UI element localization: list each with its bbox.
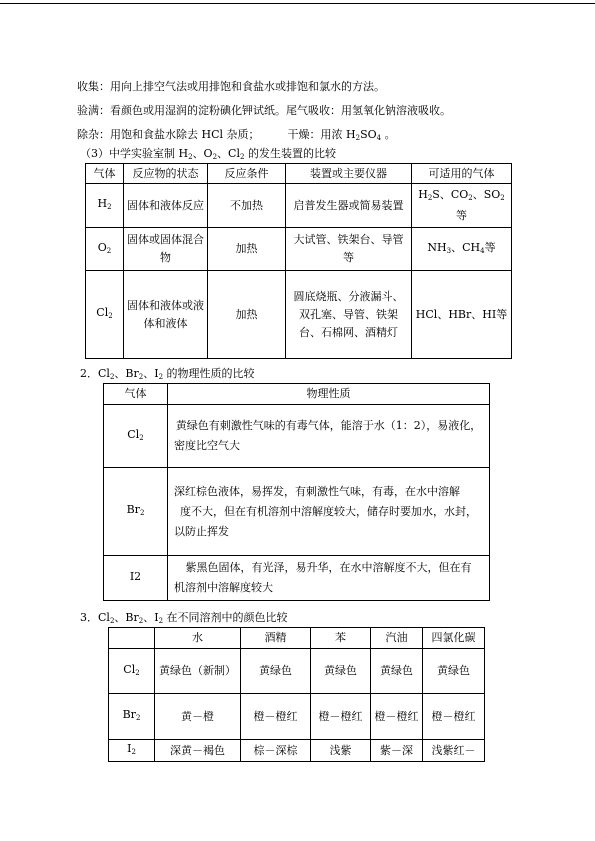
t1-header-gas: 气体: [86, 164, 124, 184]
t3-header-gasoline: 汽油: [371, 628, 423, 649]
t3-cell: 深黄－褐色: [155, 740, 241, 762]
t1-applicable: $NH_3$、$CH_4$等: [412, 228, 512, 271]
t1-header-apparatus: 装置或主要仪器: [286, 164, 412, 184]
t3-cell: 黄绿色: [241, 649, 311, 694]
section-3-heading: （3）中学实验室制 $H_2$、$O_2$、$Cl_2$ 的发生装置的比较: [80, 147, 336, 161]
t1-gas-o2: $O_2$: [86, 228, 124, 271]
t3-cell: 黄绿色: [371, 649, 423, 694]
t1-applicable: HCl、HBr、HI等: [412, 271, 512, 359]
t1-apparatus: 圆底烧瓶、分液漏斗、双孔塞、导管、铁架台、石棉网、酒精灯: [286, 271, 412, 359]
t1-header-applicable: 可适用的气体: [412, 164, 512, 184]
table-row: [109, 740, 485, 762]
t1-gas-cl2: $Cl_2$: [86, 271, 124, 359]
t3-cell: 橙－橙红: [423, 694, 485, 740]
t3-header-ccl4: 四氯化碳: [423, 628, 485, 649]
t1-header-state: 反应物的状态: [124, 164, 208, 184]
t3-cell: 黄绿色: [311, 649, 371, 694]
t1-condition: 加热: [208, 271, 286, 359]
t3-gas-i2: $I_2$: [109, 740, 155, 762]
t1-state: 固体和液体或液体和液体: [124, 271, 208, 359]
t2-property: 深红棕色液体，易挥发，有刺激性气味，有毒，在水中溶解 度不大，但在有机溶剂中溶解度较大，储存时要加水，水封， 以防止挥发: [168, 468, 490, 556]
t2-header-gas: 气体: [104, 384, 168, 405]
table-row: [86, 271, 512, 359]
collect-text: 收集：用向上排空气法或用排饱和食盐水或排饱和氯水的方法。: [77, 80, 385, 93]
t3-cell: 紫－深: [371, 740, 423, 762]
t1-applicable: $H_2S$、$CO_2$、$SO_2$ 等: [412, 184, 512, 228]
table-row: [104, 468, 490, 556]
t1-state: 固体或固体混合物: [124, 228, 208, 271]
t2-gas-cl2: $Cl_2$: [104, 405, 168, 468]
t1-apparatus: 启普发生器或简易装置: [286, 184, 412, 228]
t3-cell: 橙－橙红: [241, 694, 311, 740]
t3-cell: 棕－深棕: [241, 740, 311, 762]
table-row: [104, 405, 490, 468]
t1-condition: 不加热: [208, 184, 286, 228]
t2-header-property: 物理性质: [168, 384, 490, 405]
t3-cell: 浅紫红－: [423, 740, 485, 762]
t1-header-condition: 反应条件: [208, 164, 286, 184]
t3-gas-br2: $Br_2$: [109, 694, 155, 740]
generator-comparison-table: [85, 163, 512, 359]
t3-cell: 橙－橙红: [311, 694, 371, 740]
t3-cell: 黄绿色: [423, 649, 485, 694]
t2-gas-i2: I2: [104, 556, 168, 601]
table-row: [109, 649, 485, 694]
t3-header-alcohol: 酒精: [241, 628, 311, 649]
t2-property: 紫黑色固体，有光泽，易升华，在水中溶解度不大，但在有 机溶剂中溶解度较大: [168, 556, 490, 601]
t3-cell: 浅紫: [311, 740, 371, 762]
t3-header-water: 水: [155, 628, 241, 649]
section-2-heading: 2．$Cl_2$、$Br_2$、$I_2$ 的物理性质的比较: [80, 367, 255, 381]
table-row: [109, 694, 485, 740]
physical-properties-table: [103, 383, 490, 601]
table-row: [104, 556, 490, 601]
check-full-text: 验满：看颜色或用湿润的淀粉碘化钾试纸。尾气吸收：用氢氧化钠溶液吸收。: [77, 104, 451, 117]
t3-header-blank: [109, 628, 155, 649]
solvent-color-table: [108, 627, 485, 762]
t3-cell: 橙－橙红: [371, 694, 423, 740]
t3-header-benzene: 苯: [311, 628, 371, 649]
remove-dry-text: 除杂：用饱和食盐水除去 HCl 杂质； 干燥：用浓 $H_2SO_4$ 。: [77, 128, 396, 142]
t1-apparatus: 大试管、铁架台、导管等: [286, 228, 412, 271]
t1-gas-h2: $H_2$: [86, 184, 124, 228]
t1-state: 固体和液体反应: [124, 184, 208, 228]
t3-cell: 黄－橙: [155, 694, 241, 740]
page-top-rule: [0, 3, 595, 4]
t2-property: 黄绿色有刺激性气味的有毒气体，能溶于水（1：2），易液化， 密度比空气大: [168, 405, 490, 468]
t1-condition: 加热: [208, 228, 286, 271]
t3-gas-cl2: $Cl_2$: [109, 649, 155, 694]
t3-cell: 黄绿色（新制）: [155, 649, 241, 694]
section-3b-heading: 3．$Cl_2$、$Br_2$、$I_2$ 在不同溶剂中的颜色比较: [80, 611, 288, 625]
table-row: [86, 184, 512, 228]
t2-gas-br2: $Br_2$: [104, 468, 168, 556]
table-row: [86, 228, 512, 271]
